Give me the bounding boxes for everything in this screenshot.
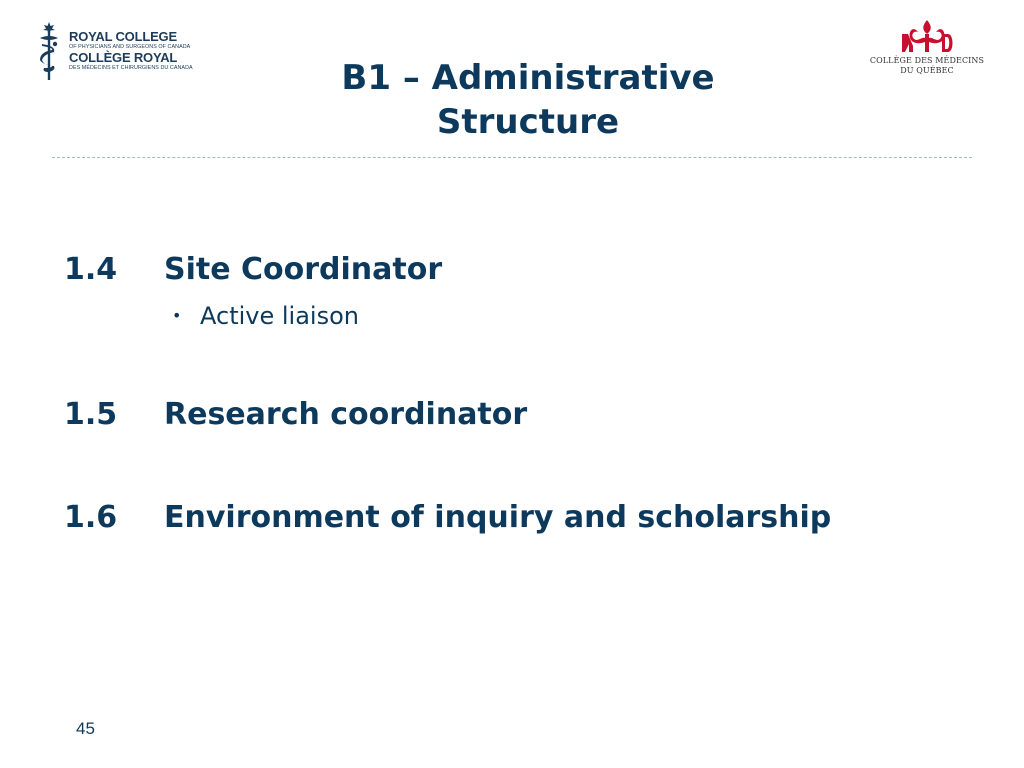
item-label: Environment of inquiry and scholarship xyxy=(164,500,832,535)
item-label: Site Coordinator xyxy=(164,252,443,287)
bullet-icon: • xyxy=(172,306,182,325)
item-number: 1.6 xyxy=(64,500,118,535)
sub-list-item xyxy=(172,300,359,332)
logo-line-physicians: OF PHYSICIANS AND SURGEONS OF CANADA xyxy=(69,44,191,50)
royal-college-logo xyxy=(36,22,196,82)
royal-college-wordmark xyxy=(69,30,193,72)
logo-line-royal-college: ROYAL COLLEGE xyxy=(69,29,177,44)
caduceus-icon xyxy=(36,22,62,82)
slide-title-line-2: Structure xyxy=(436,102,620,142)
cmq-line-1: COLLÈGE DES MÉDECINS xyxy=(869,56,985,65)
slide-title-line-1: B1 – Administrative xyxy=(341,58,715,98)
logo-line-college-royal: COLLÈGE ROYAL xyxy=(69,50,178,65)
list-item xyxy=(64,500,831,536)
page-number: 45 xyxy=(76,719,95,738)
list-item xyxy=(64,252,442,288)
cmq-wordmark xyxy=(866,56,988,76)
logo-line-medecins: DES MÉDECINS ET CHIRURGIENS DU CANADA xyxy=(69,65,193,71)
item-label: Research coordinator xyxy=(164,397,528,432)
sub-item-label: Active liaison xyxy=(200,302,359,330)
item-number: 1.4 xyxy=(64,252,118,287)
cmq-line-2: DU QUÉBEC xyxy=(900,66,954,75)
cmq-fleur-de-lis-icon xyxy=(898,20,956,54)
title-divider xyxy=(52,157,972,158)
list-item xyxy=(64,397,527,433)
slide-title xyxy=(228,56,828,144)
item-number: 1.5 xyxy=(64,397,118,432)
cmq-logo xyxy=(866,20,988,82)
